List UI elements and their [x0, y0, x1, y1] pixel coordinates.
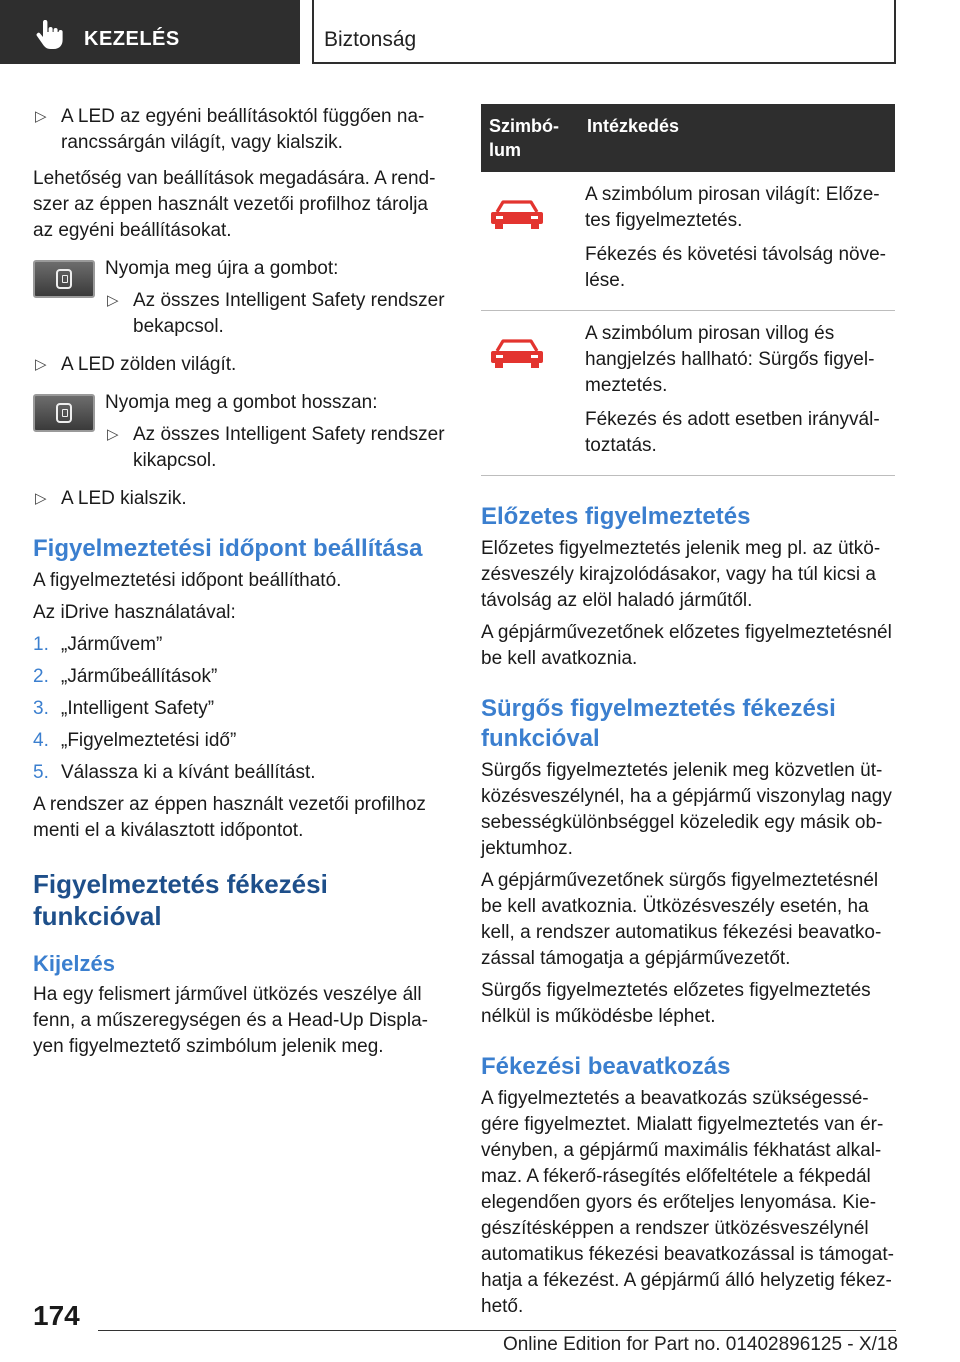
- section-header: [312, 0, 896, 64]
- footer-divider: [98, 1330, 896, 1331]
- action-text: A szimbólum pirosan világít: Előzetes figyelmeztetés.: [585, 184, 880, 231]
- action-text: A szimbólum pirosan villog és hangjelzés hallható: Sürgős figyelmeztetés.: [585, 323, 875, 396]
- action-text: Fékezés és adott esetben irányváltoztatás.: [585, 409, 880, 456]
- right-column: [481, 104, 895, 1326]
- triangle-bullet: [33, 352, 447, 378]
- section-title: Biztonság: [324, 28, 417, 51]
- steps-list: [33, 632, 447, 786]
- column-header-symbol: Szimbólum: [481, 104, 579, 172]
- triangle-icon: ▷: [35, 490, 47, 507]
- column-header-action: Intézkedés: [579, 104, 895, 172]
- list-item: [33, 664, 447, 690]
- safety-button-image: [33, 394, 95, 432]
- page-number: 174: [33, 1300, 80, 1331]
- hand-icon: [36, 20, 64, 50]
- list-item: [33, 632, 447, 658]
- safety-button-image: [33, 260, 95, 298]
- triangle-bullet: [105, 288, 447, 340]
- action-text: Fékezés és követési távolság növelése.: [585, 244, 886, 291]
- section-tab-label: KEZELÉS: [84, 28, 180, 50]
- paragraph: Sürgős figyelmeztetés jelenik meg közvetlen ütközésveszélynél, ha a gépjármű viszonylag nagy sebességkülönbséggel közeledik egy másik objektumhoz.: [481, 760, 892, 859]
- action-cell: [579, 311, 895, 476]
- paragraph: A figyelmeztetési időpont beállítható.: [33, 570, 342, 591]
- step-number: 3.: [33, 698, 49, 719]
- step-text: „Intelligent Safety”: [61, 698, 215, 719]
- symbol-cell: [481, 172, 579, 311]
- table-row: [481, 172, 895, 311]
- list-item: [33, 760, 447, 786]
- paragraph: Előzetes figyelmeztetés jelenik meg pl. az ütközésveszély kirajzolódásakor, vagy ha túl kicsi a távolság az elöl haladó járműtől.: [481, 538, 881, 611]
- bullet-text: A LED zölden világít.: [61, 354, 237, 375]
- step-text: „Járműbeállítások”: [61, 666, 218, 687]
- instruction-text: Nyomja meg újra a gombot:: [105, 258, 339, 279]
- step-text: Válassza ki a kívánt beállítást.: [61, 762, 316, 783]
- paragraph: Ha egy felismert járművel ütközés veszélye áll fenn, a műszeregységen és a Head-Up Displayen figyelmeztető szimbólum jelenik meg.: [33, 984, 428, 1057]
- step-number: 2.: [33, 666, 49, 687]
- section-tab[interactable]: [0, 0, 300, 64]
- heading-brake-intervention: Fékezési beavatkozás: [481, 1053, 731, 1080]
- triangle-bullet: [33, 104, 447, 156]
- step-number: 5.: [33, 762, 49, 783]
- list-item: [33, 696, 447, 722]
- bullet-text: A LED kialszik.: [61, 488, 187, 509]
- heading-pre-warning: Előzetes figyelmeztetés: [481, 503, 751, 530]
- triangle-icon: ▷: [35, 356, 47, 373]
- paragraph: Sürgős figyelmeztetés előzetes figyelmeztetés nélkül is működésbe léphet.: [481, 980, 871, 1027]
- symbol-cell: [481, 311, 579, 476]
- step-number: 1.: [33, 634, 49, 655]
- bullet-text: Az összes Intelligent Safety rendszer bekapcsol.: [133, 290, 445, 337]
- car-warning-icon: [487, 198, 547, 230]
- step-number: 4.: [33, 730, 49, 751]
- triangle-icon: ▷: [107, 292, 119, 309]
- paragraph: A gépjárművezetőnek előzetes figyelmeztetésnél be kell avatkoznia.: [481, 622, 892, 669]
- edition-text: Online Edition for Part no. 01402896125 - X/18: [502, 1334, 898, 1355]
- heading-timing: Figyelmeztetési időpont beállítása: [33, 535, 423, 562]
- triangle-icon: ▷: [35, 108, 47, 125]
- heading-display: Kijelzés: [33, 951, 115, 976]
- bullet-text: A LED az egyéni beállításoktól függően narancssárgán világít, vagy kialszik.: [61, 106, 425, 153]
- triangle-icon: ▷: [107, 426, 119, 443]
- triangle-bullet: [105, 422, 447, 474]
- triangle-bullet: [33, 486, 447, 512]
- bullet-text: Az összes Intelligent Safety rendszer kikapcsol.: [133, 424, 445, 471]
- left-column: [33, 104, 447, 1066]
- instruction-text: Nyomja meg a gombot hosszan:: [105, 392, 378, 413]
- symbol-table: [481, 104, 895, 476]
- heading-main: Figyelmeztetés fékezési funkcióval: [33, 869, 328, 931]
- heading-urgent-warning: Sürgős figyelmeztetés fékezési funkcióval: [481, 695, 836, 752]
- table-row: [481, 311, 895, 476]
- paragraph: A figyelmeztetés a beavatkozás szükségességére figyelmeztet. Mialatt figyelmeztetés van érvényben, a gépjármű maximális fékhatást alkalmaz. A fékerő-rásegítés előfeltétele a fékpedál elegendően gyors és erőteljes lenyomása. Kiegészítésképpen a rendszer ütközésveszélynél automatikus fékezési beavatkozással is támogathatja a fékezést. A gépjármű álló helyzetig fékezhető.: [481, 1088, 894, 1317]
- car-warning-icon: [487, 337, 547, 369]
- paragraph: Lehetőség van beállítások megadására. A rendszer az éppen használt vezetői profilhoz tárolja az egyéni beállításokat.: [33, 168, 436, 241]
- button-instruction: [33, 390, 447, 474]
- safety-button-icon: [56, 269, 72, 289]
- table-header-row: [481, 104, 895, 172]
- paragraph: A gépjárművezetőnek sürgős figyelmeztetésnél be kell avatkoznia. Ütközésveszély esetén, ha kell, a rendszer automatikus fékezési beavatkozással támogatja a gépjárművezetőt.: [481, 870, 882, 969]
- safety-button-icon: [56, 403, 72, 423]
- action-cell: [579, 172, 895, 311]
- button-instruction: [33, 256, 447, 340]
- paragraph: A rendszer az éppen használt vezetői profilhoz menti el a kiválasztott időpontot.: [33, 794, 426, 841]
- step-text: „Járművem”: [61, 634, 163, 655]
- step-text: „Figyelmeztetési idő”: [61, 730, 237, 751]
- list-item: [33, 728, 447, 754]
- paragraph: Az iDrive használatával:: [33, 602, 236, 623]
